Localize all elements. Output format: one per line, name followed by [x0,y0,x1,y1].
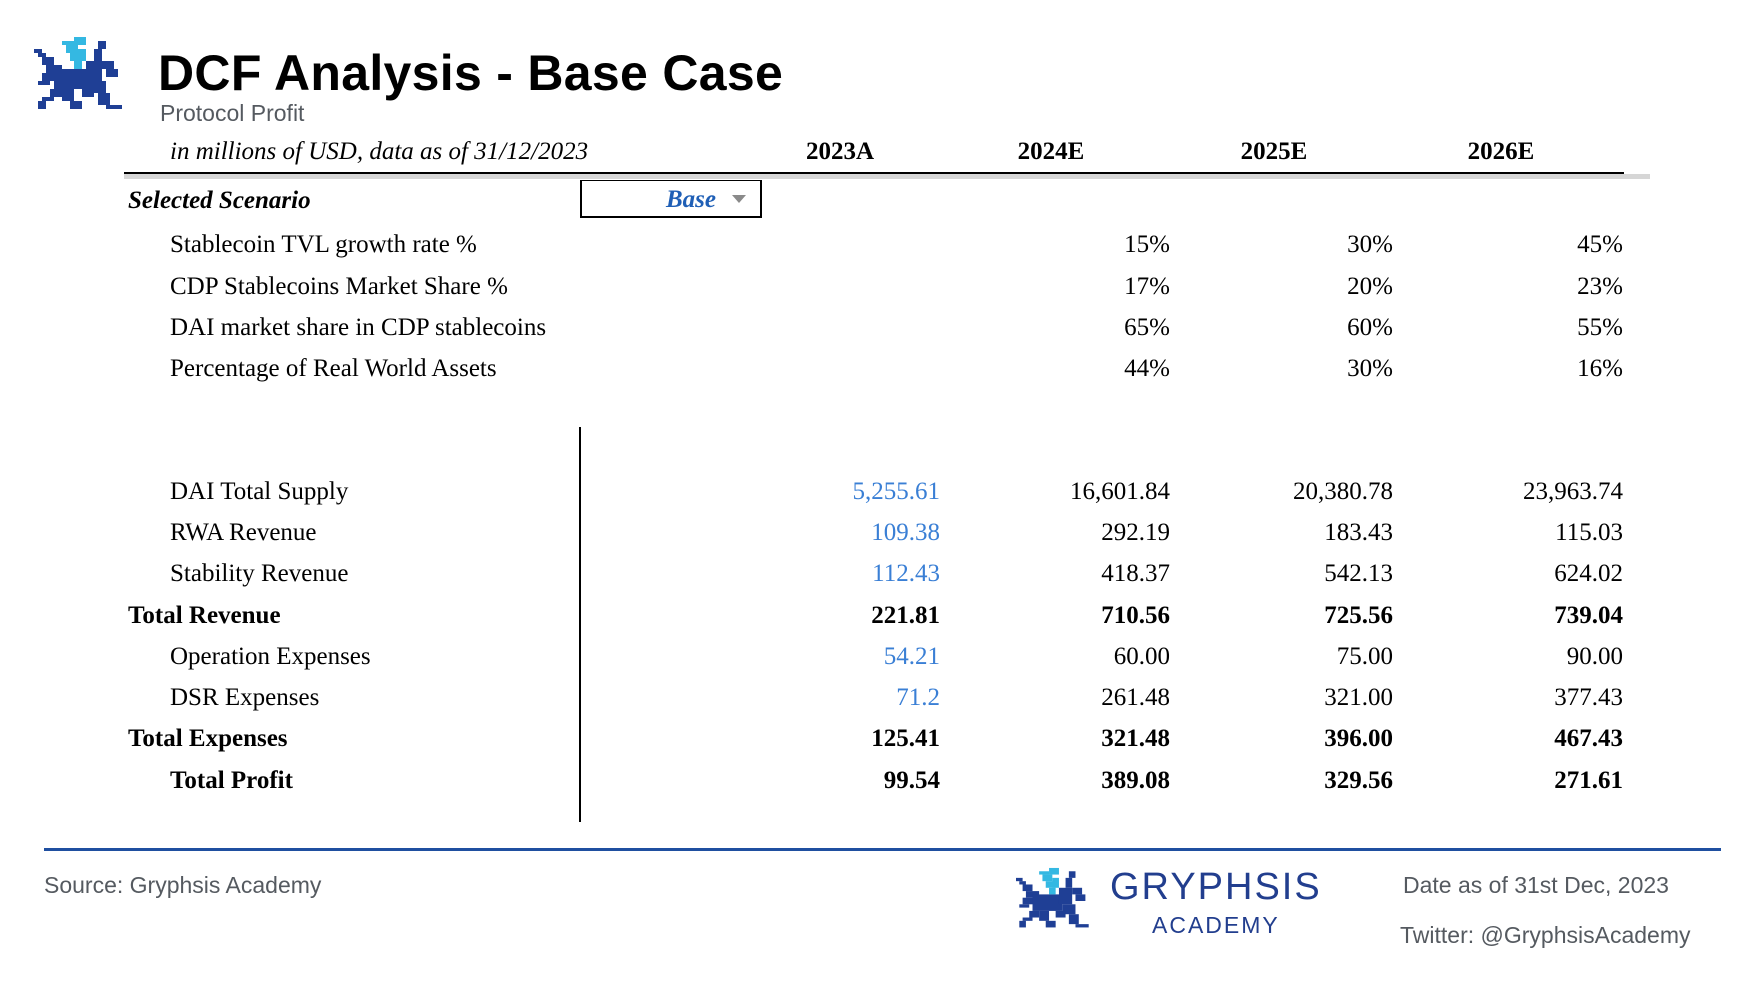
cell-2025e: 396.00 [1324,725,1393,752]
row-label: Operation Expenses [170,643,371,670]
assumption-row [0,314,1761,348]
cell-2025e: 20% [1347,273,1393,300]
financial-row [0,560,1761,594]
column-header-2026e: 2026E [1467,138,1535,165]
cell-2025e: 725.56 [1324,602,1393,629]
cell-2024e: 60.00 [1113,643,1170,670]
cell-2023a: 5,255.61 [852,478,940,505]
assumption-row [0,355,1761,389]
cell-2023a: 125.41 [871,725,940,752]
financial-row [0,643,1761,677]
cell-2026e: 624.02 [1554,560,1623,587]
units-note: in millions of USD, data as of 31/12/2023 [170,138,589,165]
cell-2025e: 321.00 [1324,684,1393,711]
cell-2023a: 99.54 [883,767,940,794]
gryphon-logo-icon [34,36,126,118]
footer-rule [44,848,1721,851]
cell-2023a: 54.21 [883,643,940,670]
cell-2025e: 20,380.78 [1293,478,1393,505]
row-label: DAI Total Supply [170,478,349,505]
cell-2024e: 292.19 [1101,519,1170,546]
scenario-dropdown[interactable] [580,180,762,218]
cell-2025e: 30% [1347,231,1393,258]
gryphon-logo-icon [1016,866,1092,936]
assumption-row [0,273,1761,307]
cell-2026e: 271.61 [1554,767,1623,794]
cell-2026e: 467.43 [1554,725,1623,752]
row-label: Percentage of Real World Assets [170,355,497,382]
cell-2025e: 75.00 [1336,643,1393,670]
twitter-link[interactable]: Twitter: @GryphsisAcademy [1400,922,1691,948]
brand-subname: ACADEMY [1152,912,1280,938]
column-header-2023a: 2023A [805,138,875,165]
cell-2026e: 16% [1577,355,1623,382]
cell-2025e: 30% [1347,355,1393,382]
cell-2025e: 542.13 [1324,560,1393,587]
row-label: Total Expenses [128,725,288,752]
page-title: DCF Analysis - Base Case [158,45,784,101]
row-label: DSR Expenses [170,684,320,711]
cell-2026e: 55% [1577,314,1623,341]
cell-2024e: 65% [1124,314,1170,341]
page-subtitle: Protocol Profit [160,100,305,126]
date-note: Date as of 31st Dec, 2023 [1403,872,1669,898]
row-label: Total Profit [170,767,293,794]
row-label: DAI market share in CDP stablecoins [170,314,547,341]
column-header-2024e: 2024E [1017,138,1085,165]
cell-2025e: 329.56 [1324,767,1393,794]
cell-2026e: 90.00 [1566,643,1623,670]
cell-2024e: 16,601.84 [1070,478,1170,505]
cell-2024e: 261.48 [1101,684,1170,711]
cell-2026e: 45% [1577,231,1623,258]
cell-2023a: 112.43 [872,560,940,587]
financial-row [0,478,1761,512]
cell-2026e: 23% [1577,273,1623,300]
source-note: Source: Gryphsis Academy [44,872,322,898]
brand-name: GRYPHSIS [1110,866,1322,908]
cell-2024e: 15% [1124,231,1170,258]
chevron-down-icon[interactable] [732,195,746,203]
cell-2024e: 389.08 [1101,767,1170,794]
financial-row [0,684,1761,718]
scenario-label: Selected Scenario [128,187,311,214]
financial-row [0,519,1761,553]
row-label: RWA Revenue [170,519,317,546]
cell-2026e: 115.03 [1555,519,1623,546]
header-rule [124,172,1624,174]
cell-2025e: 183.43 [1324,519,1393,546]
cell-2025e: 60% [1347,314,1393,341]
header-rule-shadow [124,174,1650,179]
financial-row-total [0,725,1761,759]
row-label: Stability Revenue [170,560,349,587]
row-label: CDP Stablecoins Market Share % [170,273,508,300]
cell-2023a: 109.38 [871,519,940,546]
scenario-dropdown-value: Base [666,186,716,213]
financial-row-total [0,767,1761,801]
column-header-2025e: 2025E [1240,138,1308,165]
cell-2024e: 44% [1124,355,1170,382]
cell-2024e: 321.48 [1101,725,1170,752]
cell-2024e: 418.37 [1101,560,1170,587]
assumption-row [0,231,1761,265]
row-label: Total Revenue [128,602,281,629]
cell-2023a: 71.2 [896,684,940,711]
cell-2026e: 377.43 [1554,684,1623,711]
cell-2026e: 739.04 [1554,602,1623,629]
cell-2026e: 23,963.74 [1523,478,1623,505]
cell-2024e: 17% [1124,273,1170,300]
row-label: Stablecoin TVL growth rate % [170,231,477,258]
cell-2023a: 221.81 [871,602,940,629]
cell-2024e: 710.56 [1101,602,1170,629]
financial-row-total [0,602,1761,636]
